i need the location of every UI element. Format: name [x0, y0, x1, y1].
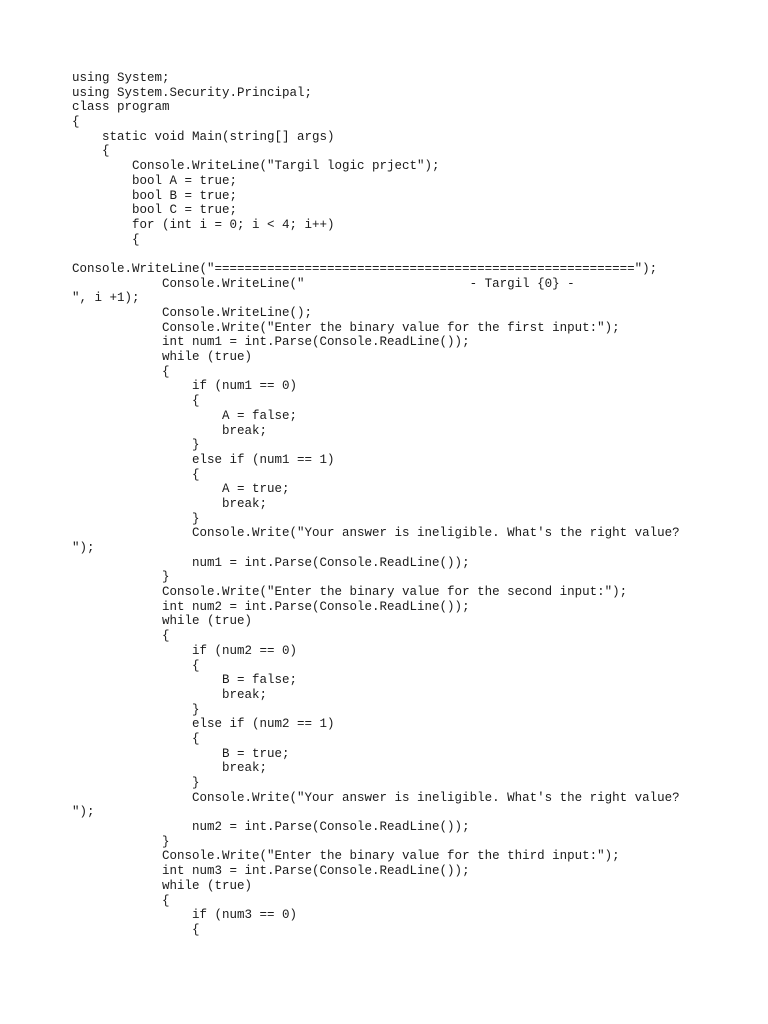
code-line: A = false; [72, 408, 298, 423]
code-line: { [72, 394, 200, 409]
code-line: Console.WriteLine("========================================================"); [72, 261, 658, 276]
code-line: Console.Write("Your answer is ineligible. What's the right value? [72, 526, 680, 541]
code-line: { [72, 629, 170, 644]
code-line: break; [72, 496, 268, 511]
code-line: } [72, 570, 170, 585]
code-line: { [72, 731, 200, 746]
code-line: Console.Write("Enter the binary value for the second input:"); [72, 585, 628, 600]
code-line: if (num1 == 0) [72, 379, 298, 394]
code-line: num1 = int.Parse(Console.ReadLine()); [72, 555, 470, 570]
code-line: int num1 = int.Parse(Console.ReadLine()); [72, 335, 470, 350]
code-line: } [72, 511, 200, 526]
code-line: B = true; [72, 746, 290, 761]
code-line: Console.Write("Your answer is ineligible. What's the right value? [72, 790, 680, 805]
code-line: bool A = true; [72, 173, 238, 188]
code-line: bool C = true; [72, 203, 238, 218]
code-line: } [72, 702, 200, 717]
code-line: while (true) [72, 614, 253, 629]
code-line: num2 = int.Parse(Console.ReadLine()); [72, 820, 470, 835]
code-line: static void Main(string[] args) [72, 129, 335, 144]
code-line: Console.Write("Enter the binary value for the first input:"); [72, 320, 620, 335]
code-line: A = true; [72, 482, 290, 497]
code-line: Console.WriteLine("Targil logic prject"); [72, 159, 440, 174]
code-line: while (true) [72, 878, 253, 893]
code-line: { [72, 144, 110, 159]
code-line: } [72, 776, 200, 790]
code-line: } [72, 834, 170, 849]
code-line: class program [72, 100, 170, 115]
code-line: using System; [72, 71, 170, 85]
code-line: Console.Write("Enter the binary value for the third input:"); [72, 849, 620, 864]
code-line: break; [72, 687, 268, 702]
code-line: if (num2 == 0) [72, 643, 298, 658]
code-line: Console.WriteLine(" - Targil {0} - [72, 276, 575, 291]
code-line: { [72, 115, 80, 130]
code-line: { [72, 922, 200, 937]
code-line: { [72, 658, 200, 673]
code-line: while (true) [72, 350, 253, 365]
code-line: { [72, 467, 200, 482]
code-line: else if (num1 == 1) [72, 452, 335, 467]
code-line: using System.Security.Principal; [72, 85, 313, 100]
code-line: break; [72, 761, 268, 776]
code-line: else if (num2 == 1) [72, 717, 335, 732]
code-line: "); [72, 541, 95, 555]
code-line: B = false; [72, 673, 298, 688]
code-line: for (int i = 0; i < 4; i++) [72, 217, 335, 232]
code-line: int num2 = int.Parse(Console.ReadLine()); [72, 599, 470, 614]
code-listing [72, 71, 692, 938]
code-line: bool B = true; [72, 188, 238, 203]
code-line: break; [72, 423, 268, 438]
code-line: ", i +1); [72, 291, 140, 306]
code-line: Console.WriteLine(); [72, 306, 313, 320]
code-line: } [72, 438, 200, 453]
code-line: { [72, 893, 170, 908]
code-line: "); [72, 805, 95, 820]
code-line: { [72, 232, 140, 247]
code-line: if (num3 == 0) [72, 908, 298, 923]
code-line [72, 247, 692, 262]
code-line: int num3 = int.Parse(Console.ReadLine()); [72, 864, 470, 879]
code-line: { [72, 364, 170, 379]
